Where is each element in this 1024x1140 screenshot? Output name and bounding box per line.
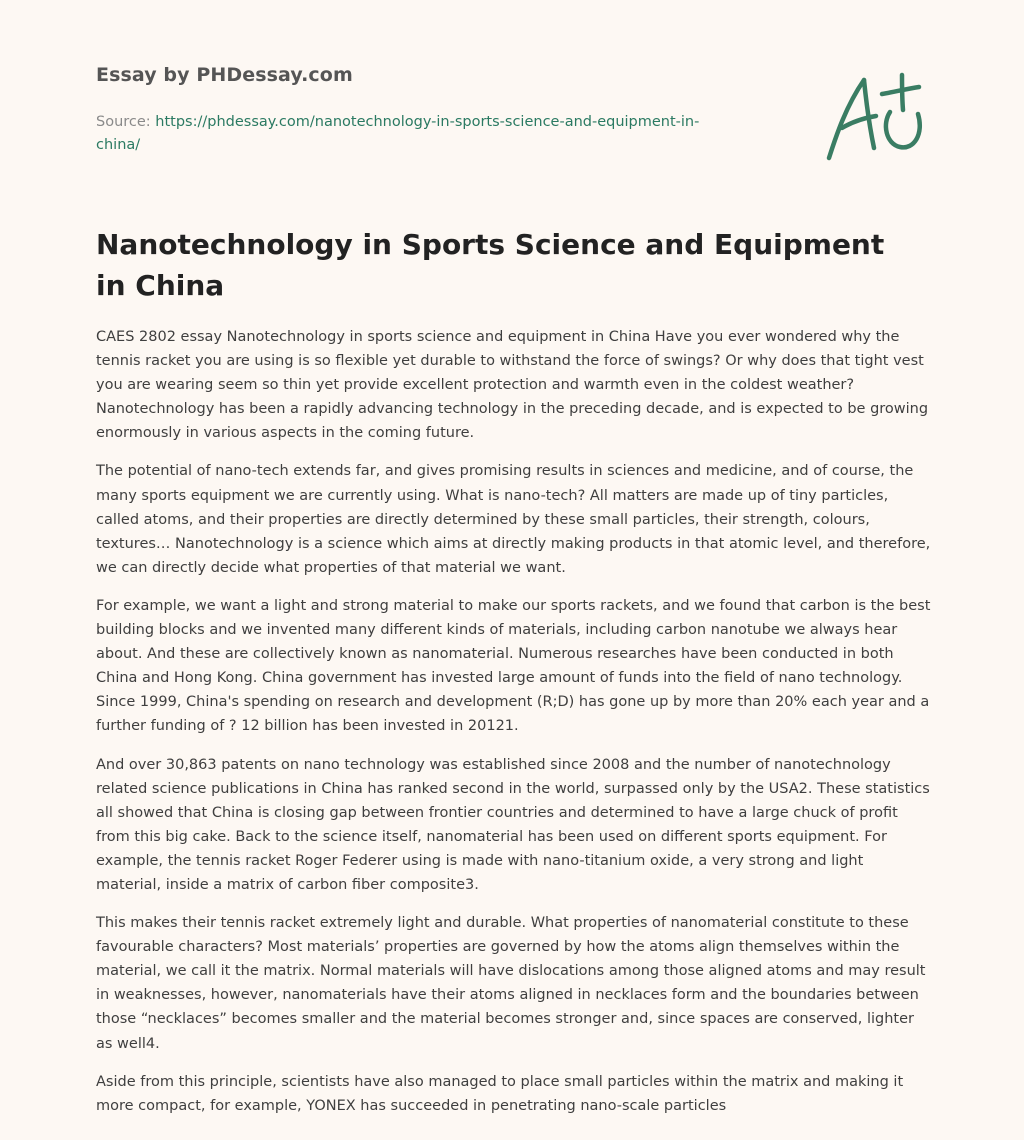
body-paragraph: Aside from this principle, scientists have also managed to place small particles within the matrix and making it more compact, for example, YONEX has succeeded in penetrating nano-scale particles	[96, 1073, 904, 1114]
body-paragraph: CAES 2802 essay Nanotechnology in sports science and equipment in China Have you ever wondered why the tennis racket you are using is so flexible yet durable to withstand the force of swings? Or why does that tight vest you are wearing seem so thin yet provide excellent protection and warmth even in the coldest weather? Nanotechnology has been a rapidly advancing technology in the preceding decade, and is expected to be growing enormously in various aspects in the coming future.	[96, 329, 929, 442]
essay-title: Nanotechnology in Sports Science and Equipment in China	[96, 228, 885, 302]
body-paragraph: And over 30,863 patents on nano technology was established since 2008 and the number of nanotechnology related science publications in China has ranked second in the world, surpassed only by the USA2. These statistics all showed that China is closing gap between frontier countries and determined to have a large chuck of profit from this big cake. Back to the science itself, nanomaterial has been used on different sports equipment. For example, the tennis racket Roger Federer using is made with nano-titanium oxide, a very strong and light material, inside a matrix of carbon fiber composite3.	[96, 756, 930, 893]
body-paragraph: The potential of nano-tech extends far, and gives promising results in sciences and medicine, and of course, the many sports equipment we are currently using. What is nano-tech? All matters are made up of tiny particles, called atoms, and their properties are directly determined by these small particles, their strength, colours, textures… Nanotechnology is a science which aims at directly making products in that atomic level, and therefore, we can directly decide what properties of that material we want.	[96, 463, 931, 576]
source-label: Source:	[96, 114, 151, 130]
body-paragraph: This makes their tennis racket extremely light and durable. What properties of nanomaterial constitute to these favourable characters? Most materials’ properties are governed by how the atoms align themselves within the material, we call it the matrix. Normal materials will have dislocations among those aligned atoms and may result in weaknesses, however, nanomaterials have their atoms aligned in necklaces form and the boundaries between those “necklaces” becomes smaller and the material becomes stronger and, since spaces are conserved, lighter as well4.	[96, 915, 926, 1052]
site-brand: Essay by PHDessay.com	[96, 64, 353, 86]
a-plus-logo-icon	[822, 70, 928, 164]
source-line	[96, 111, 736, 157]
body-paragraph: For example, we want a light and strong material to make our sports rackets, and we found that carbon is the best building blocks and we invented many different kinds of materials, including carbon nanotube we always hear about. And these are collectively known as nanomaterial. Numerous researches have been conducted in both China and Hong Kong. China government has invested large amount of funds into the field of nano technology. Since 1999, China's spending on research and development (R;D) has gone up by more than 20% each year and a further funding of ? 12 billion has been invested in 20121.	[96, 597, 931, 735]
essay-body	[96, 325, 932, 1132]
source-link[interactable]: https://phdessay.com/nanotechnology-in-sports-science-and-equipment-in-china/	[96, 114, 700, 153]
